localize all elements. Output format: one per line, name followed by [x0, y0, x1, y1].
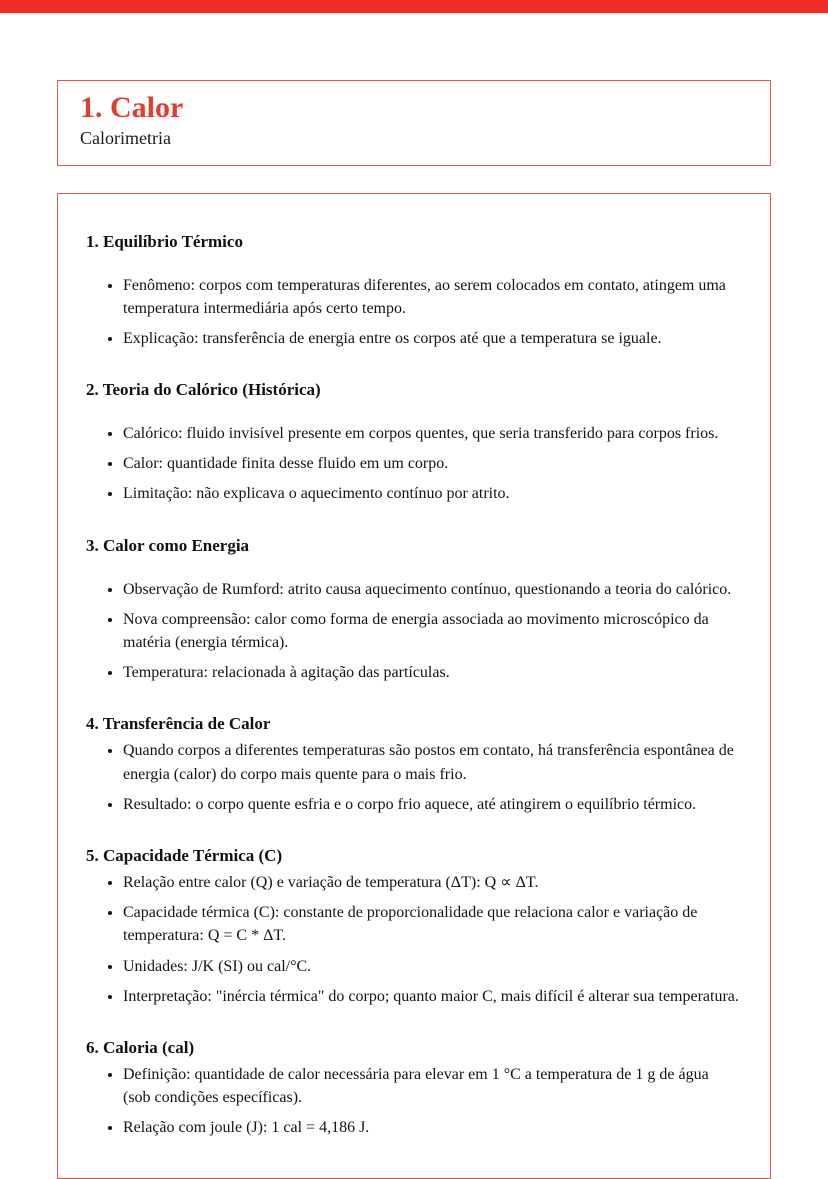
bullet-item: • Temperatura: relacionada à agitação das partículas. [123, 661, 740, 684]
bullet-item: • Interpretação: "inércia térmica" do corpo; quanto maior C, mais difícil é alterar sua temperatura. [123, 985, 740, 1008]
page-subtitle: Calorimetria [80, 127, 171, 148]
bullet-list [86, 422, 740, 506]
bullet-list [86, 274, 740, 351]
bullet-item: • Fenômeno: corpos com temperaturas diferentes, ao serem colocados em contato, atingem uma temperatura intermediária após certo tempo. [123, 274, 740, 320]
bullet-item: • Limitação: não explicava o aquecimento contínuo por atrito. [123, 482, 740, 505]
section-transferencia-de-calor [86, 714, 740, 816]
bullet-item: • Unidades: J/K (SI) ou cal/°C. [123, 955, 740, 978]
section-heading: 3. Calor como Energia [86, 535, 250, 555]
bullet-item: • Capacidade térmica (C): constante de proporcionalidade que relaciona calor e variação de temperatura: Q = C * ΔT. [123, 901, 740, 947]
page-top-bar [0, 0, 828, 13]
bullet-item: • Relação com joule (J): 1 cal = 4,186 J. [123, 1116, 740, 1139]
page-title: 1. Calor [80, 91, 184, 124]
bullet-item: • Calor: quantidade finita desse fluido em um corpo. [123, 452, 740, 475]
section-capacidade-termica [86, 846, 740, 1008]
section-heading: 2. Teoria do Calórico (Histórica) [86, 380, 321, 400]
bullet-item: • Quando corpos a diferentes temperaturas são postos em contato, há transferência espontânea de energia (calor) do corpo mais quente para o mais frio. [123, 739, 740, 785]
bullet-item: • Explicação: transferência de energia entre os corpos até que a temperatura se iguale. [123, 327, 740, 350]
section-calor-como-energia [86, 536, 740, 685]
bullet-item: • Calórico: fluido invisível presente em corpos quentes, que seria transferido para corpos frios. [123, 422, 740, 445]
section-heading: 1. Equilíbrio Térmico [86, 231, 243, 251]
bullet-list [86, 578, 740, 685]
bullet-item: • Observação de Rumford: atrito causa aquecimento contínuo, questionando a teoria do calórico. [123, 578, 740, 601]
section-heading: 4. Transferência de Calor [86, 714, 271, 734]
bullet-item: • Nova compreensão: calor como forma de energia associada ao movimento microscópico da matéria (energia térmica). [123, 608, 740, 654]
bullet-item: • Relação entre calor (Q) e variação de temperatura (ΔT): Q ∝ ΔT. [123, 871, 740, 894]
section-caloria [86, 1038, 740, 1140]
section-heading: 6. Caloria (cal) [86, 1037, 195, 1057]
bullet-list [86, 739, 740, 816]
bullet-item: • Definição: quantidade de calor necessária para elevar em 1 °C a temperatura de 1 g de água (sob condições específicas). [123, 1063, 740, 1109]
header-box [57, 80, 771, 166]
bullet-list [86, 1063, 740, 1140]
content-box [57, 193, 771, 1179]
section-heading: 5. Capacidade Térmica (C) [86, 845, 283, 865]
bullet-item: • Resultado: o corpo quente esfria e o corpo frio aquece, até atingirem o equilíbrio térmico. [123, 793, 740, 816]
section-equilibrio-termico [86, 232, 740, 351]
section-teoria-do-calorico [86, 380, 740, 506]
bullet-list [86, 871, 740, 1008]
